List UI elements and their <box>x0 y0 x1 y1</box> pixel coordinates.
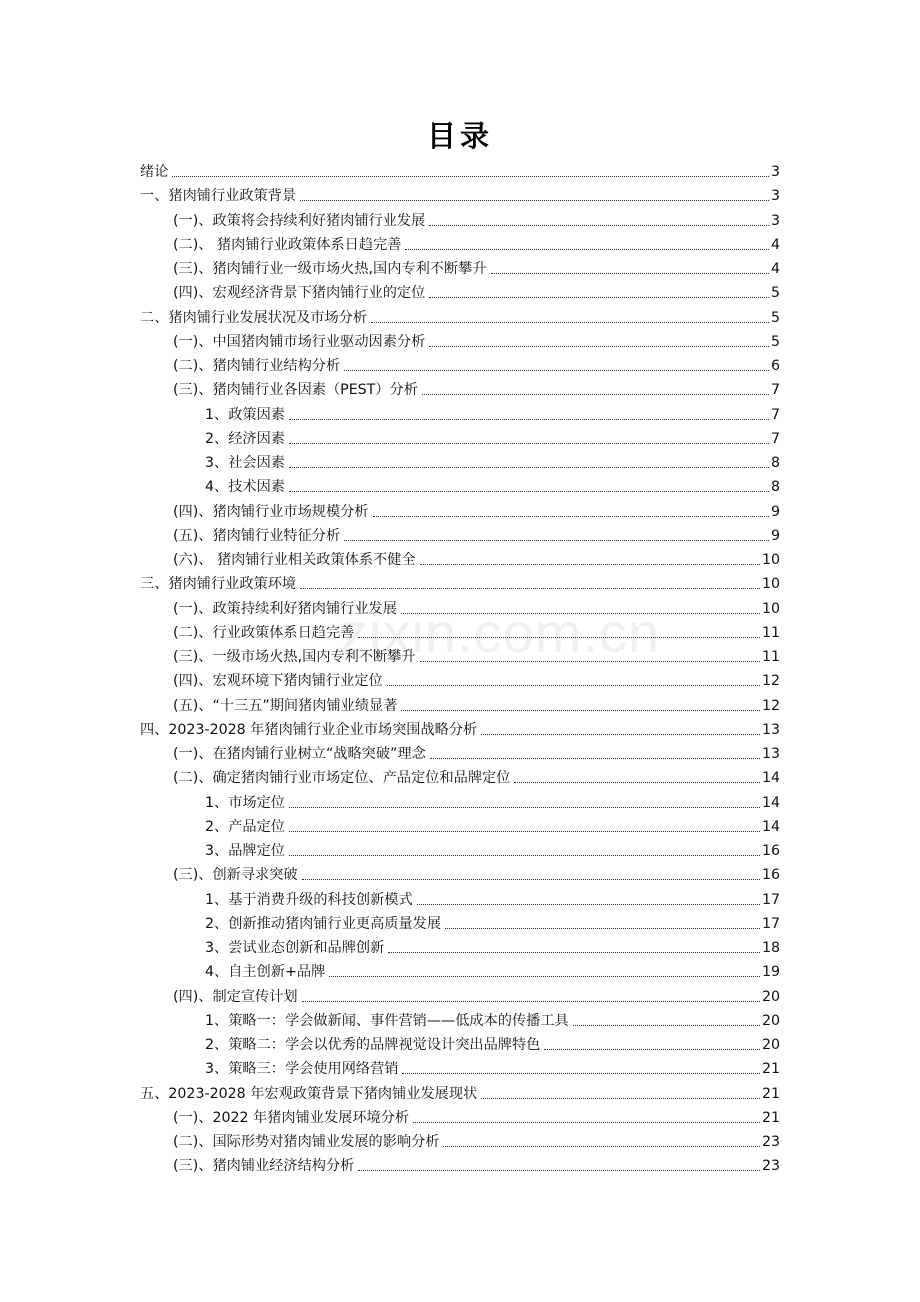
toc-entry-title: (二)、国际形势对猪肉铺业发展的影响分析 <box>173 1134 440 1150</box>
toc-dot-leader <box>289 442 769 444</box>
toc-dot-leader <box>514 781 760 783</box>
toc-dot-leader <box>413 1121 760 1123</box>
toc-entry-page: 13 <box>761 721 780 738</box>
toc-entry-page: 10 <box>761 576 780 593</box>
toc-entry[interactable] <box>205 957 780 981</box>
toc-entry[interactable] <box>173 763 780 787</box>
toc-dot-leader <box>429 224 769 226</box>
toc-entry[interactable] <box>205 812 780 836</box>
toc-dot-leader <box>401 612 760 614</box>
toc-entry-page: 12 <box>761 697 780 714</box>
toc-entry-title: (一)、政策持续利好猪肉铺行业发展 <box>173 600 397 617</box>
toc-entry-title: (四)、宏观经济背景下猪肉铺行业的定位 <box>173 285 426 302</box>
toc-entry-title: 4、自主创新+品牌 <box>205 964 326 981</box>
toc-entry-page: 19 <box>761 964 780 981</box>
toc-dot-leader <box>344 539 769 541</box>
toc-dot-leader <box>289 830 760 832</box>
toc-entry-page: 20 <box>761 1012 780 1029</box>
toc-entry-page: 21 <box>761 1085 780 1102</box>
toc-entry[interactable] <box>140 303 780 327</box>
toc-dot-leader <box>481 733 760 735</box>
toc-entry-page: 5 <box>770 333 780 350</box>
toc-entry-title: (五)、“十三五”期间猪肉铺业绩显著 <box>173 697 398 714</box>
toc-entry-title: (三)、创新寻求突破 <box>173 867 298 884</box>
toc-dot-leader <box>429 345 769 347</box>
toc-entry[interactable] <box>173 497 780 521</box>
toc-entry[interactable] <box>205 909 780 933</box>
toc-entry-page: 7 <box>770 382 780 399</box>
toc-entry[interactable] <box>173 230 780 254</box>
toc-dot-leader <box>289 418 769 420</box>
toc-entry-page: 17 <box>761 891 780 908</box>
toc-entry-title: 4、技术因素 <box>205 479 285 496</box>
toc-dot-leader <box>420 563 760 565</box>
toc-entry-page: 11 <box>761 624 780 641</box>
toc-entry[interactable] <box>173 351 780 375</box>
toc-entry[interactable] <box>205 933 780 957</box>
toc-entry[interactable] <box>205 472 780 496</box>
toc-entry-title: 3、品牌定位 <box>205 843 285 859</box>
toc-entry-title: 2、经济因素 <box>205 430 285 447</box>
toc-entry[interactable] <box>205 1030 780 1054</box>
toc-dot-leader <box>329 975 760 977</box>
toc-entry[interactable] <box>173 860 780 884</box>
toc-entry-page: 5 <box>770 309 780 326</box>
toc-entry-page: 6 <box>770 358 780 374</box>
toc-entry[interactable] <box>173 327 780 351</box>
toc-entry[interactable] <box>140 181 780 205</box>
toc-dot-leader <box>371 321 769 323</box>
toc-entry-page: 4 <box>770 236 780 253</box>
toc-entry-page: 11 <box>761 649 780 665</box>
toc-dot-leader <box>302 878 760 880</box>
toc-entry-title: (一)、政策将会持续利好猪肉铺行业发展 <box>173 212 426 229</box>
toc-entry-page: 10 <box>761 600 780 617</box>
toc-entry[interactable] <box>205 424 780 448</box>
toc-entry-page: 23 <box>761 1158 780 1175</box>
toc-entry-page: 8 <box>770 479 780 496</box>
toc-entry-page: 17 <box>761 915 780 932</box>
toc-entry-page: 3 <box>770 164 780 180</box>
toc-entry-title: (二)、行业政策体系日趋完善 <box>173 624 355 641</box>
toc-dot-leader <box>429 296 769 298</box>
toc-entry[interactable] <box>205 448 780 472</box>
toc-dot-leader <box>573 1024 760 1026</box>
toc-entry-title: 一、猪肉铺行业政策背景 <box>140 188 297 205</box>
page-title: 目录 <box>426 119 493 153</box>
toc-dot-leader <box>300 199 769 201</box>
toc-dot-leader <box>358 636 760 638</box>
toc-entry[interactable] <box>173 618 780 642</box>
toc-entry-page: 12 <box>761 673 780 690</box>
toc-entry[interactable] <box>173 642 780 666</box>
toc-entry-title: (五)、猪肉铺行业特征分析 <box>173 527 341 544</box>
toc-entry-title: (一)、中国猪肉铺市场行业驱动因素分析 <box>173 333 426 350</box>
toc-entry-page: 8 <box>770 455 780 471</box>
toc-entry[interactable] <box>173 982 780 1006</box>
toc-entry-page: 21 <box>761 1109 780 1126</box>
toc-entry-title: (四)、猪肉铺行业市场规模分析 <box>173 503 369 520</box>
toc-dot-leader <box>344 369 769 371</box>
toc-entry-title: (二)、确定猪肉铺行业市场定位、产品定位和品牌定位 <box>173 770 511 787</box>
toc-entry-page: 13 <box>761 746 780 762</box>
toc-entry[interactable] <box>205 885 780 909</box>
toc-entry-page: 7 <box>770 430 780 447</box>
toc-entry-title: 绪论 <box>140 164 169 180</box>
toc-entry-title: (二)、 猪肉铺行业政策体系日趋完善 <box>173 236 402 253</box>
toc-entry[interactable] <box>140 1079 780 1103</box>
toc-entry[interactable] <box>173 1103 780 1127</box>
toc-entry[interactable] <box>140 157 780 181</box>
toc-entry-title: 四、2023-2028 年猪肉铺行业企业市场突围战略分析 <box>140 721 478 738</box>
toc-entry-page: 20 <box>761 988 780 1005</box>
toc-entry[interactable] <box>205 400 780 424</box>
toc-entry-page: 4 <box>770 261 780 277</box>
toc-entry[interactable] <box>205 788 780 812</box>
toc-dot-leader <box>289 490 769 492</box>
toc-entry-page: 16 <box>761 843 780 859</box>
toc-entry[interactable] <box>173 594 780 618</box>
toc-entry-title: (二)、猪肉铺行业结构分析 <box>173 358 341 374</box>
toc-dot-leader <box>388 951 760 953</box>
toc-entry[interactable] <box>173 375 780 399</box>
toc-dot-leader <box>401 709 760 711</box>
toc-entry-page: 20 <box>761 1037 780 1053</box>
toc-entry-title: 二、猪肉铺行业发展状况及市场分析 <box>140 309 368 326</box>
toc-entry-title: (四)、宏观环境下猪肉铺行业定位 <box>173 673 383 690</box>
toc-entry-title: 1、市场定位 <box>205 794 285 811</box>
toc-entry-title: (一)、2022 年猪肉铺业发展环境分析 <box>173 1109 410 1126</box>
toc-dot-leader <box>358 1169 760 1171</box>
toc-entry-title: (三)、猪肉铺业经济结构分析 <box>173 1158 355 1175</box>
toc-entry-title: 1、政策因素 <box>205 406 285 423</box>
toc-entry[interactable] <box>173 521 780 545</box>
toc-entry-title: 五、2023-2028 年宏观政策背景下猪肉铺业发展现状 <box>140 1085 478 1102</box>
toc-entry-title: 3、尝试业态创新和品牌创新 <box>205 940 385 956</box>
toc-entry[interactable] <box>173 1127 780 1151</box>
toc-entry-page: 5 <box>770 285 780 302</box>
toc-entry-page: 3 <box>770 212 780 229</box>
toc-entry-page: 23 <box>761 1134 780 1150</box>
toc-entry-page: 9 <box>770 503 780 520</box>
toc-dot-leader <box>491 272 769 274</box>
watermark: zixin.com.cn <box>340 601 661 664</box>
toc-entry[interactable] <box>173 206 780 230</box>
toc-entry-page: 21 <box>761 1061 780 1078</box>
toc-entry-title: 1、基于消费升级的科技创新模式 <box>205 891 413 908</box>
toc-dot-leader <box>289 466 769 468</box>
toc-entry[interactable] <box>173 278 780 302</box>
toc-entry[interactable] <box>205 1054 780 1078</box>
toc-entry-page: 14 <box>761 794 780 811</box>
toc-dot-leader <box>422 393 769 395</box>
toc-entry-page: 16 <box>761 867 780 884</box>
toc-entry-title: (四)、制定宣传计划 <box>173 988 298 1005</box>
toc-dot-leader <box>544 1048 760 1050</box>
toc-entry-title: 3、策略三：学会使用网络营销 <box>205 1061 399 1078</box>
toc-dot-leader <box>302 1000 760 1002</box>
toc-entry[interactable] <box>173 545 780 569</box>
toc-entry-title: (三)、猪肉铺行业一级市场火热,国内专利不断攀升 <box>173 261 487 277</box>
toc-entry[interactable] <box>140 569 780 593</box>
toc-entry[interactable] <box>173 739 780 763</box>
toc-dot-leader <box>289 854 760 856</box>
toc-entry-title: 2、策略二：学会以优秀的品牌视觉设计突出品牌特色 <box>205 1037 541 1053</box>
toc-entry-title: 2、创新推动猪肉铺行业更高质量发展 <box>205 915 442 932</box>
toc-entry-page: 9 <box>770 527 780 544</box>
toc-dot-leader <box>405 248 769 250</box>
toc-entry[interactable] <box>140 715 780 739</box>
toc-entry-title: (三)、猪肉铺行业各因素（PEST）分析 <box>173 382 418 399</box>
toc-dot-leader <box>373 515 769 517</box>
toc-dot-leader <box>430 757 760 759</box>
toc-dot-leader <box>387 684 760 686</box>
toc-entry-title: 三、猪肉铺行业政策环境 <box>140 576 297 593</box>
toc-entry[interactable] <box>205 1006 780 1030</box>
toc-entry-page: 14 <box>761 770 780 787</box>
toc-entry-page: 14 <box>761 818 780 835</box>
toc-entry[interactable] <box>173 1151 780 1175</box>
toc-dot-leader <box>402 1072 759 1074</box>
toc-entry-title: (三)、一级市场火热,国内专利不断攀升 <box>173 649 416 665</box>
toc-dot-leader <box>420 660 760 662</box>
toc-dot-leader <box>289 806 760 808</box>
toc-entry-page: 18 <box>761 940 780 956</box>
toc-entry[interactable] <box>205 836 780 860</box>
toc-dot-leader <box>300 587 760 589</box>
toc-entry[interactable] <box>173 691 780 715</box>
toc-dot-leader <box>417 903 760 905</box>
toc-entry[interactable] <box>173 254 780 278</box>
toc-entry-title: (六)、 猪肉铺行业相关政策体系不健全 <box>173 552 416 568</box>
toc-dot-leader <box>443 1145 759 1147</box>
toc-dot-leader <box>172 175 769 177</box>
toc-entry-title: 1、策略一：学会做新闻、事件营销——低成本的传播工具 <box>205 1012 569 1029</box>
toc-entry-page: 7 <box>770 406 780 423</box>
toc-entry-title: 2、产品定位 <box>205 818 285 835</box>
toc-entry-title: 3、社会因素 <box>205 455 285 471</box>
toc-entry[interactable] <box>173 666 780 690</box>
toc-entry-page: 10 <box>761 552 780 568</box>
toc-entry-title: (一)、在猪肉铺行业树立“战略突破”理念 <box>173 746 426 762</box>
toc-dot-leader <box>481 1097 760 1099</box>
toc-entry-page: 3 <box>770 188 780 205</box>
toc-dot-leader <box>445 927 760 929</box>
